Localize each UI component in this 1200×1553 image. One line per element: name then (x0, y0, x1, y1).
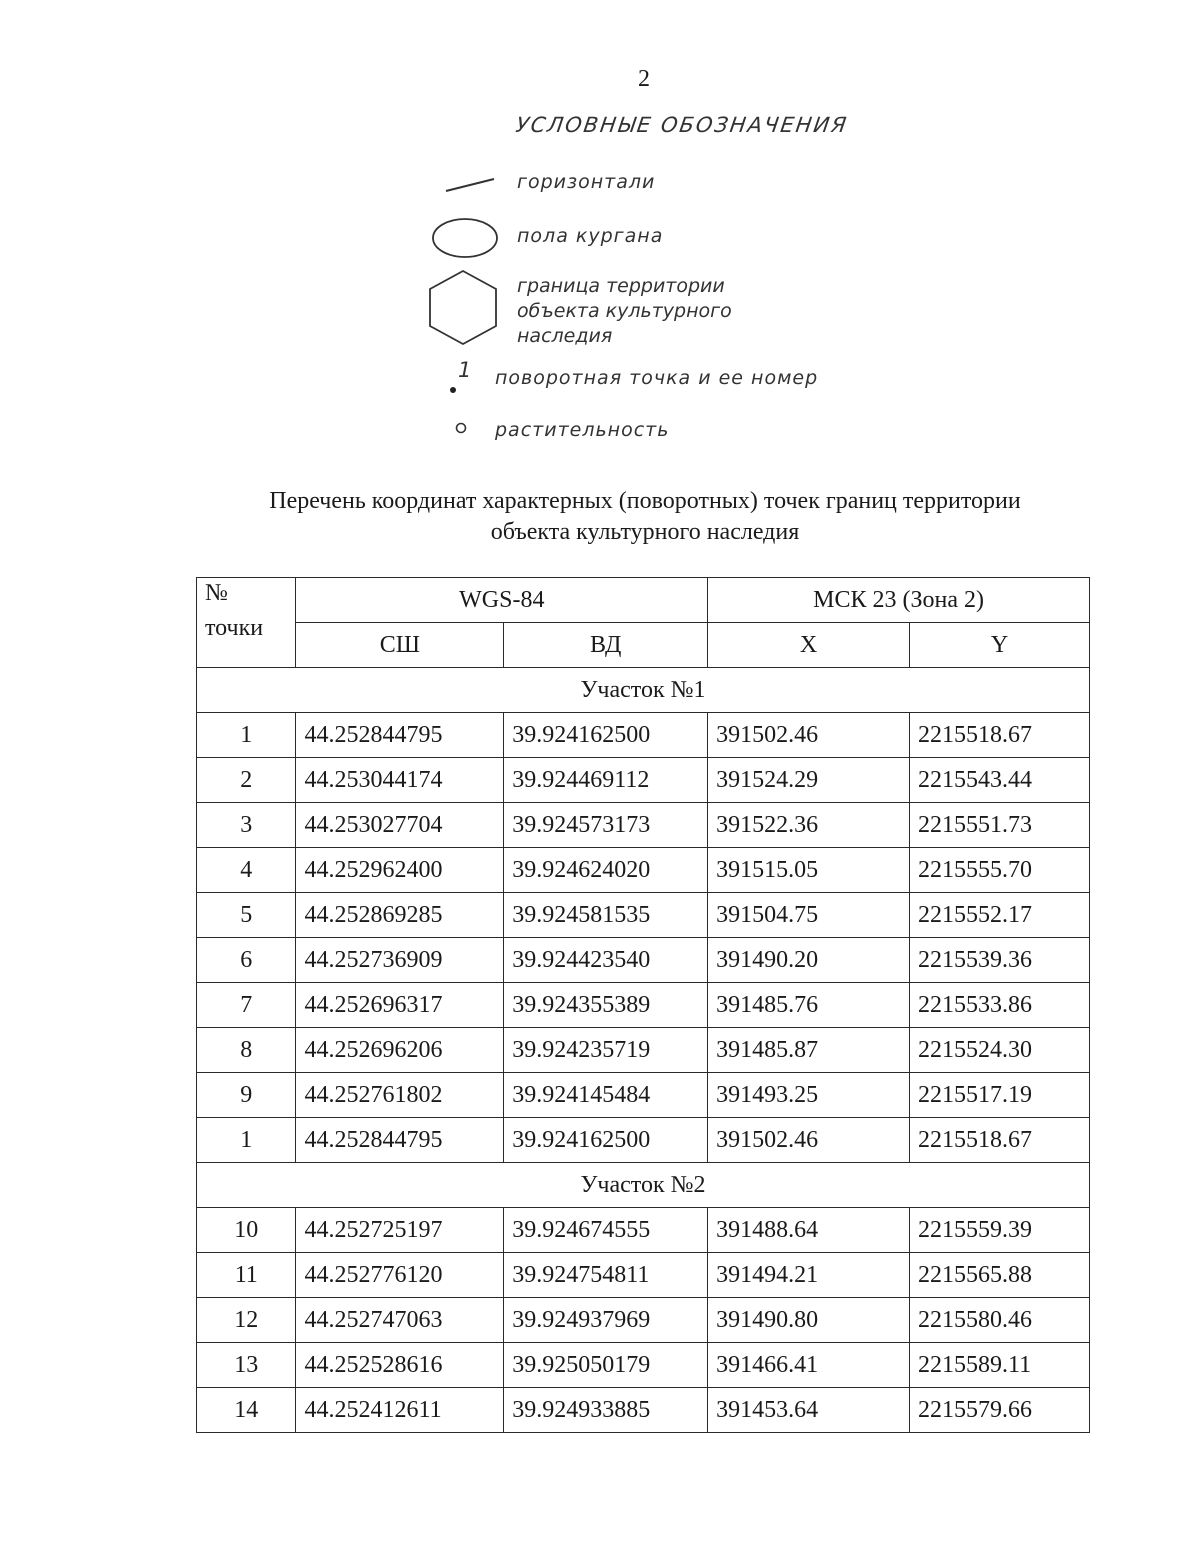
table-row (197, 1118, 1090, 1163)
cell-y: 2215518.67 (910, 713, 1090, 758)
cell-x: 391502.46 (708, 1118, 910, 1163)
cell-y: 2215518.67 (910, 1118, 1090, 1163)
cell-point-number: 9 (197, 1073, 296, 1118)
cell-x: 391515.05 (708, 848, 910, 893)
cell-y: 2215552.17 (910, 893, 1090, 938)
cell-lon: 39.924469112 (504, 758, 708, 803)
cell-lat: 44.252736909 (296, 938, 504, 983)
cell-y: 2215533.86 (910, 983, 1090, 1028)
legend-label-boundary-line: наследия (517, 325, 613, 347)
cell-point-number: 1 (197, 1118, 296, 1163)
cell-lat: 44.252747063 (296, 1298, 504, 1343)
header-lat: СШ (296, 623, 504, 668)
table-heading-line: объекта культурного наследия (490, 519, 800, 545)
section-row (197, 668, 1090, 713)
table-heading-line: Перечень координат характерных (поворотных) точек границ территории (269, 488, 1021, 514)
cell-lat: 44.252696317 (296, 983, 504, 1028)
legend-label-boundary (517, 274, 732, 349)
cell-lon: 39.924624020 (504, 848, 708, 893)
ellipse-icon (433, 219, 497, 257)
table-row (197, 848, 1090, 893)
cell-point-number: 13 (197, 1343, 296, 1388)
cell-x: 391493.25 (708, 1073, 910, 1118)
cell-point-number: 10 (197, 1208, 296, 1253)
cell-point-number: 7 (197, 983, 296, 1028)
cell-lat: 44.253027704 (296, 803, 504, 848)
cell-x: 391494.21 (708, 1253, 910, 1298)
header-num-sign: № (205, 580, 228, 606)
cell-y: 2215580.46 (910, 1298, 1090, 1343)
table-row (197, 1253, 1090, 1298)
table-row (197, 1028, 1090, 1073)
table-row (197, 758, 1090, 803)
cell-lon: 39.924423540 (504, 938, 708, 983)
table-row (197, 1343, 1090, 1388)
cell-x: 391490.80 (708, 1298, 910, 1343)
cell-lon: 39.925050179 (504, 1343, 708, 1388)
cell-lon: 39.924754811 (504, 1253, 708, 1298)
legend-label-vegetation: растительность (495, 419, 670, 441)
cell-y: 2215543.44 (910, 758, 1090, 803)
table-row (197, 713, 1090, 758)
section-title: Участок №1 (197, 668, 1090, 713)
legend-label-contours: горизонтали (517, 171, 656, 193)
table-row (197, 1073, 1090, 1118)
cell-x: 391490.20 (708, 938, 910, 983)
cell-y: 2215539.36 (910, 938, 1090, 983)
cell-lat: 44.252696206 (296, 1028, 504, 1073)
cell-lon: 39.924355389 (504, 983, 708, 1028)
cell-x: 391524.29 (708, 758, 910, 803)
cell-point-number: 5 (197, 893, 296, 938)
cell-x: 391453.64 (708, 1388, 910, 1433)
cell-lon: 39.924235719 (504, 1028, 708, 1073)
cell-lat: 44.252844795 (296, 1118, 504, 1163)
legend-title: УСЛОВНЫЕ ОБОЗНАЧЕНИЯ (514, 113, 850, 137)
cell-x: 391488.64 (708, 1208, 910, 1253)
cell-x: 391522.36 (708, 803, 910, 848)
cell-lat: 44.252776120 (296, 1253, 504, 1298)
cell-point-number: 8 (197, 1028, 296, 1073)
cell-x: 391485.76 (708, 983, 910, 1028)
cell-y: 2215524.30 (910, 1028, 1090, 1073)
cell-y: 2215517.19 (910, 1073, 1090, 1118)
header-msk23: МСК 23 (Зона 2) (708, 578, 1090, 623)
header-num-label: точки (205, 615, 264, 641)
cell-y: 2215579.66 (910, 1388, 1090, 1433)
cell-lon: 39.924581535 (504, 893, 708, 938)
table-heading (0, 486, 1200, 548)
table-row (197, 1208, 1090, 1253)
header-x: X (708, 623, 910, 668)
table-row (197, 893, 1090, 938)
table-row (197, 938, 1090, 983)
cell-point-number: 2 (197, 758, 296, 803)
cell-point-number: 1 (197, 713, 296, 758)
table-row (197, 803, 1090, 848)
table-subheader-row (197, 623, 1090, 668)
turning-point-marker: 1 (458, 358, 473, 382)
section-row (197, 1163, 1090, 1208)
vegetation-circle-icon (457, 424, 466, 433)
table-row (197, 1298, 1090, 1343)
cell-y: 2215565.88 (910, 1253, 1090, 1298)
cell-lon: 39.924933885 (504, 1388, 708, 1433)
cell-lat: 44.252962400 (296, 848, 504, 893)
cell-point-number: 14 (197, 1388, 296, 1433)
cell-lat: 44.252412611 (296, 1388, 504, 1433)
cell-lat: 44.252725197 (296, 1208, 504, 1253)
cell-x: 391466.41 (708, 1343, 910, 1388)
cell-y: 2215551.73 (910, 803, 1090, 848)
header-wgs84: WGS-84 (296, 578, 708, 623)
cell-lon: 39.924145484 (504, 1073, 708, 1118)
cell-lon: 39.924674555 (504, 1208, 708, 1253)
table-header-row (197, 578, 1090, 623)
cell-lat: 44.252528616 (296, 1343, 504, 1388)
legend-label-mound: пола кургана (517, 225, 664, 247)
section-title: Участок №2 (197, 1163, 1090, 1208)
page-number: 2 (638, 66, 650, 92)
legend-label-turning-point: поворотная точка и ее номер (495, 367, 819, 389)
header-lon: ВД (504, 623, 708, 668)
table-row (197, 983, 1090, 1028)
cell-lon: 39.924573173 (504, 803, 708, 848)
cell-x: 391502.46 (708, 713, 910, 758)
cell-lon: 39.924937969 (504, 1298, 708, 1343)
cell-lat: 44.252844795 (296, 713, 504, 758)
cell-x: 391504.75 (708, 893, 910, 938)
hexagon-icon (430, 271, 496, 344)
legend-label-boundary-line: граница территории (517, 275, 725, 297)
cell-y: 2215555.70 (910, 848, 1090, 893)
cell-point-number: 3 (197, 803, 296, 848)
cell-lon: 39.924162500 (504, 713, 708, 758)
cell-lat: 44.252869285 (296, 893, 504, 938)
cell-y: 2215559.39 (910, 1208, 1090, 1253)
coordinates-table (196, 577, 1090, 1433)
legend-label-boundary-line: объекта культурного (517, 300, 732, 322)
header-y: Y (910, 623, 1090, 668)
contour-line-icon (446, 179, 494, 191)
cell-x: 391485.87 (708, 1028, 910, 1073)
header-point-number (197, 578, 296, 668)
cell-point-number: 11 (197, 1253, 296, 1298)
cell-lat: 44.252761802 (296, 1073, 504, 1118)
cell-point-number: 12 (197, 1298, 296, 1343)
table-row (197, 1388, 1090, 1433)
turning-point-icon (450, 387, 456, 393)
cell-point-number: 4 (197, 848, 296, 893)
cell-lat: 44.253044174 (296, 758, 504, 803)
cell-y: 2215589.11 (910, 1343, 1090, 1388)
cell-point-number: 6 (197, 938, 296, 983)
cell-lon: 39.924162500 (504, 1118, 708, 1163)
